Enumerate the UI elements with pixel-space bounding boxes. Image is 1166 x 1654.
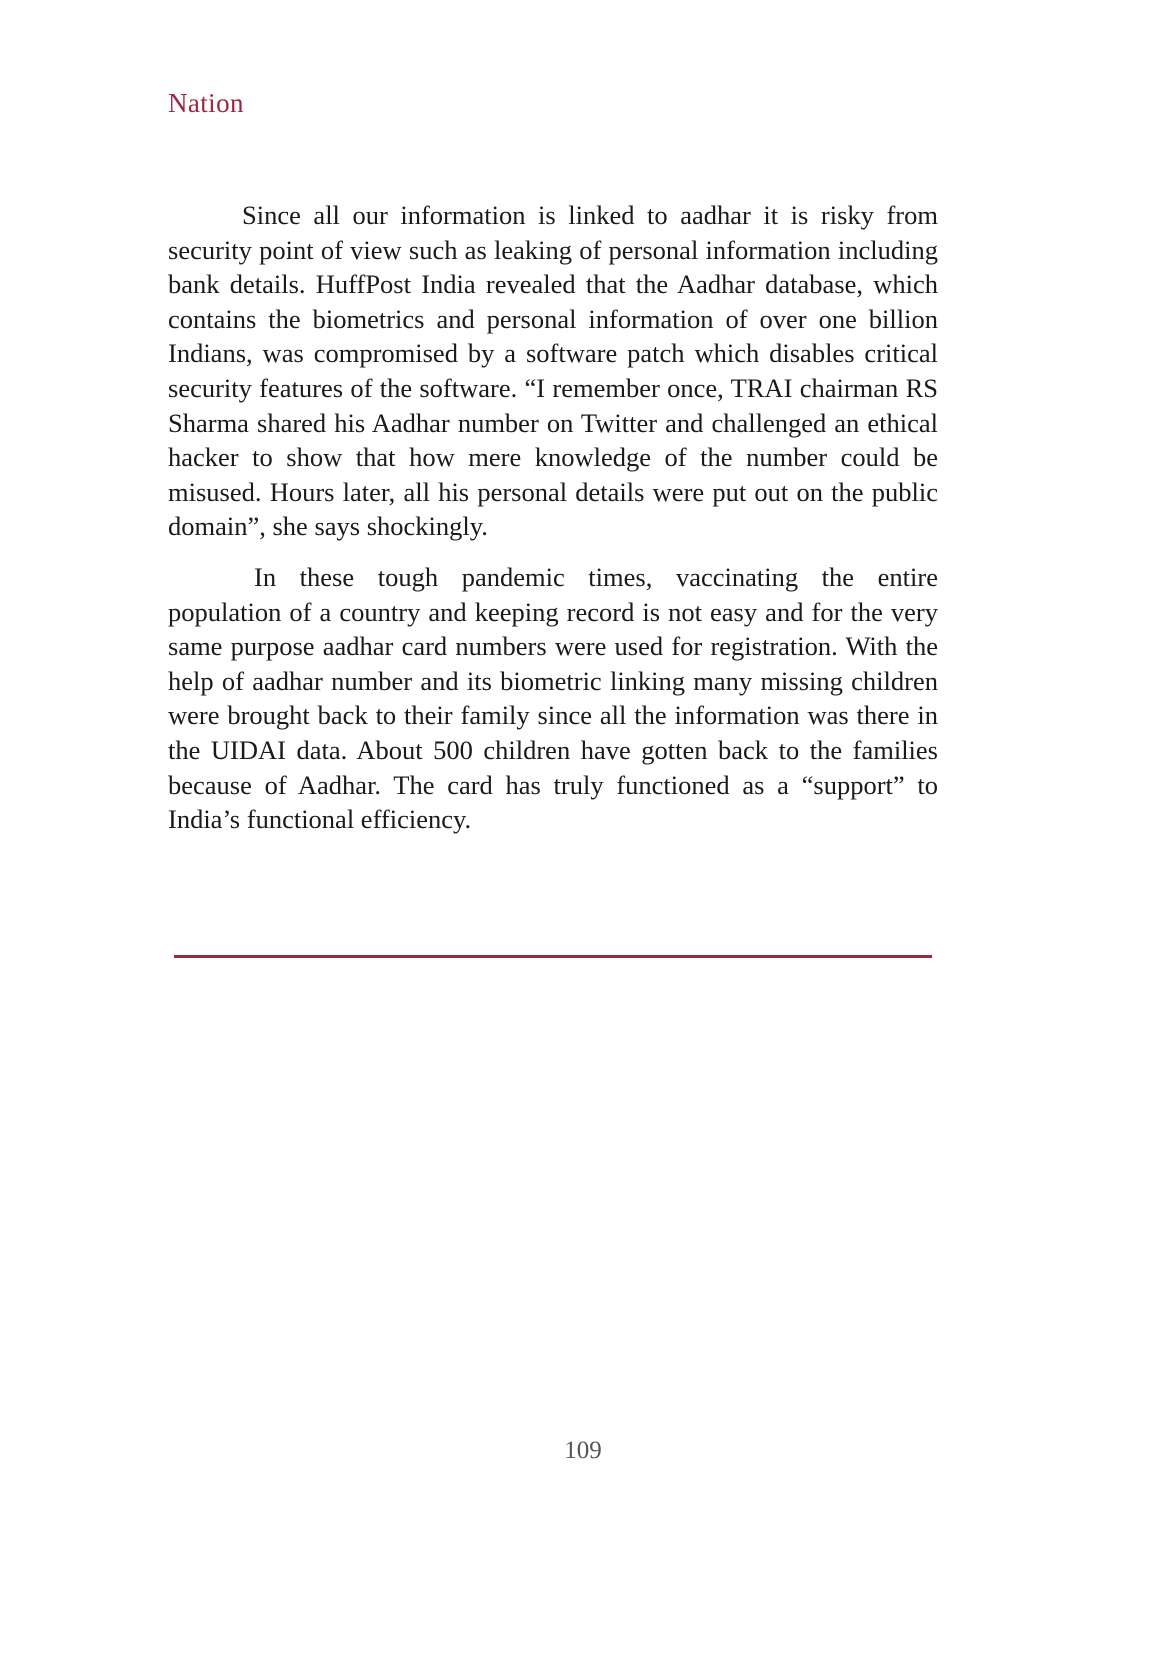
- paragraph: In these tough pandemic times, vaccinating the entire population of a country and keeping record is not easy and for the very same purpose aadhar card numbers were used for registration. With the help of aadhar number and its biometric linking many missing children were brought back to their family since all the information was there in the UIDAI data. About 500 children have gotten back to the families because of Aadhar. The card has truly functioned as a “support” to India’s functional efficiency.: [168, 561, 938, 835]
- paragraph: Since all our information is linked to aadhar it is risky from security point of view such as leaking of personal information including bank details. HuffPost India revealed that the Aadhar database, which contains the biometrics and personal information of over one billion Indians, was compromised by a software patch which disables critical security features of the software. “I remember once, TRAI chairman RS Sharma shared his Aadhar number on Twitter and challenged an ethical hacker to show that how mere knowledge of the number could be misused. Hours later, all his personal details were put out on the public domain”, she says shockingly.: [168, 200, 938, 542]
- page-number: 109: [564, 1437, 602, 1464]
- section-divider-rule: [174, 955, 932, 958]
- running-head: Nation: [168, 88, 244, 118]
- body-text: [168, 198, 938, 853]
